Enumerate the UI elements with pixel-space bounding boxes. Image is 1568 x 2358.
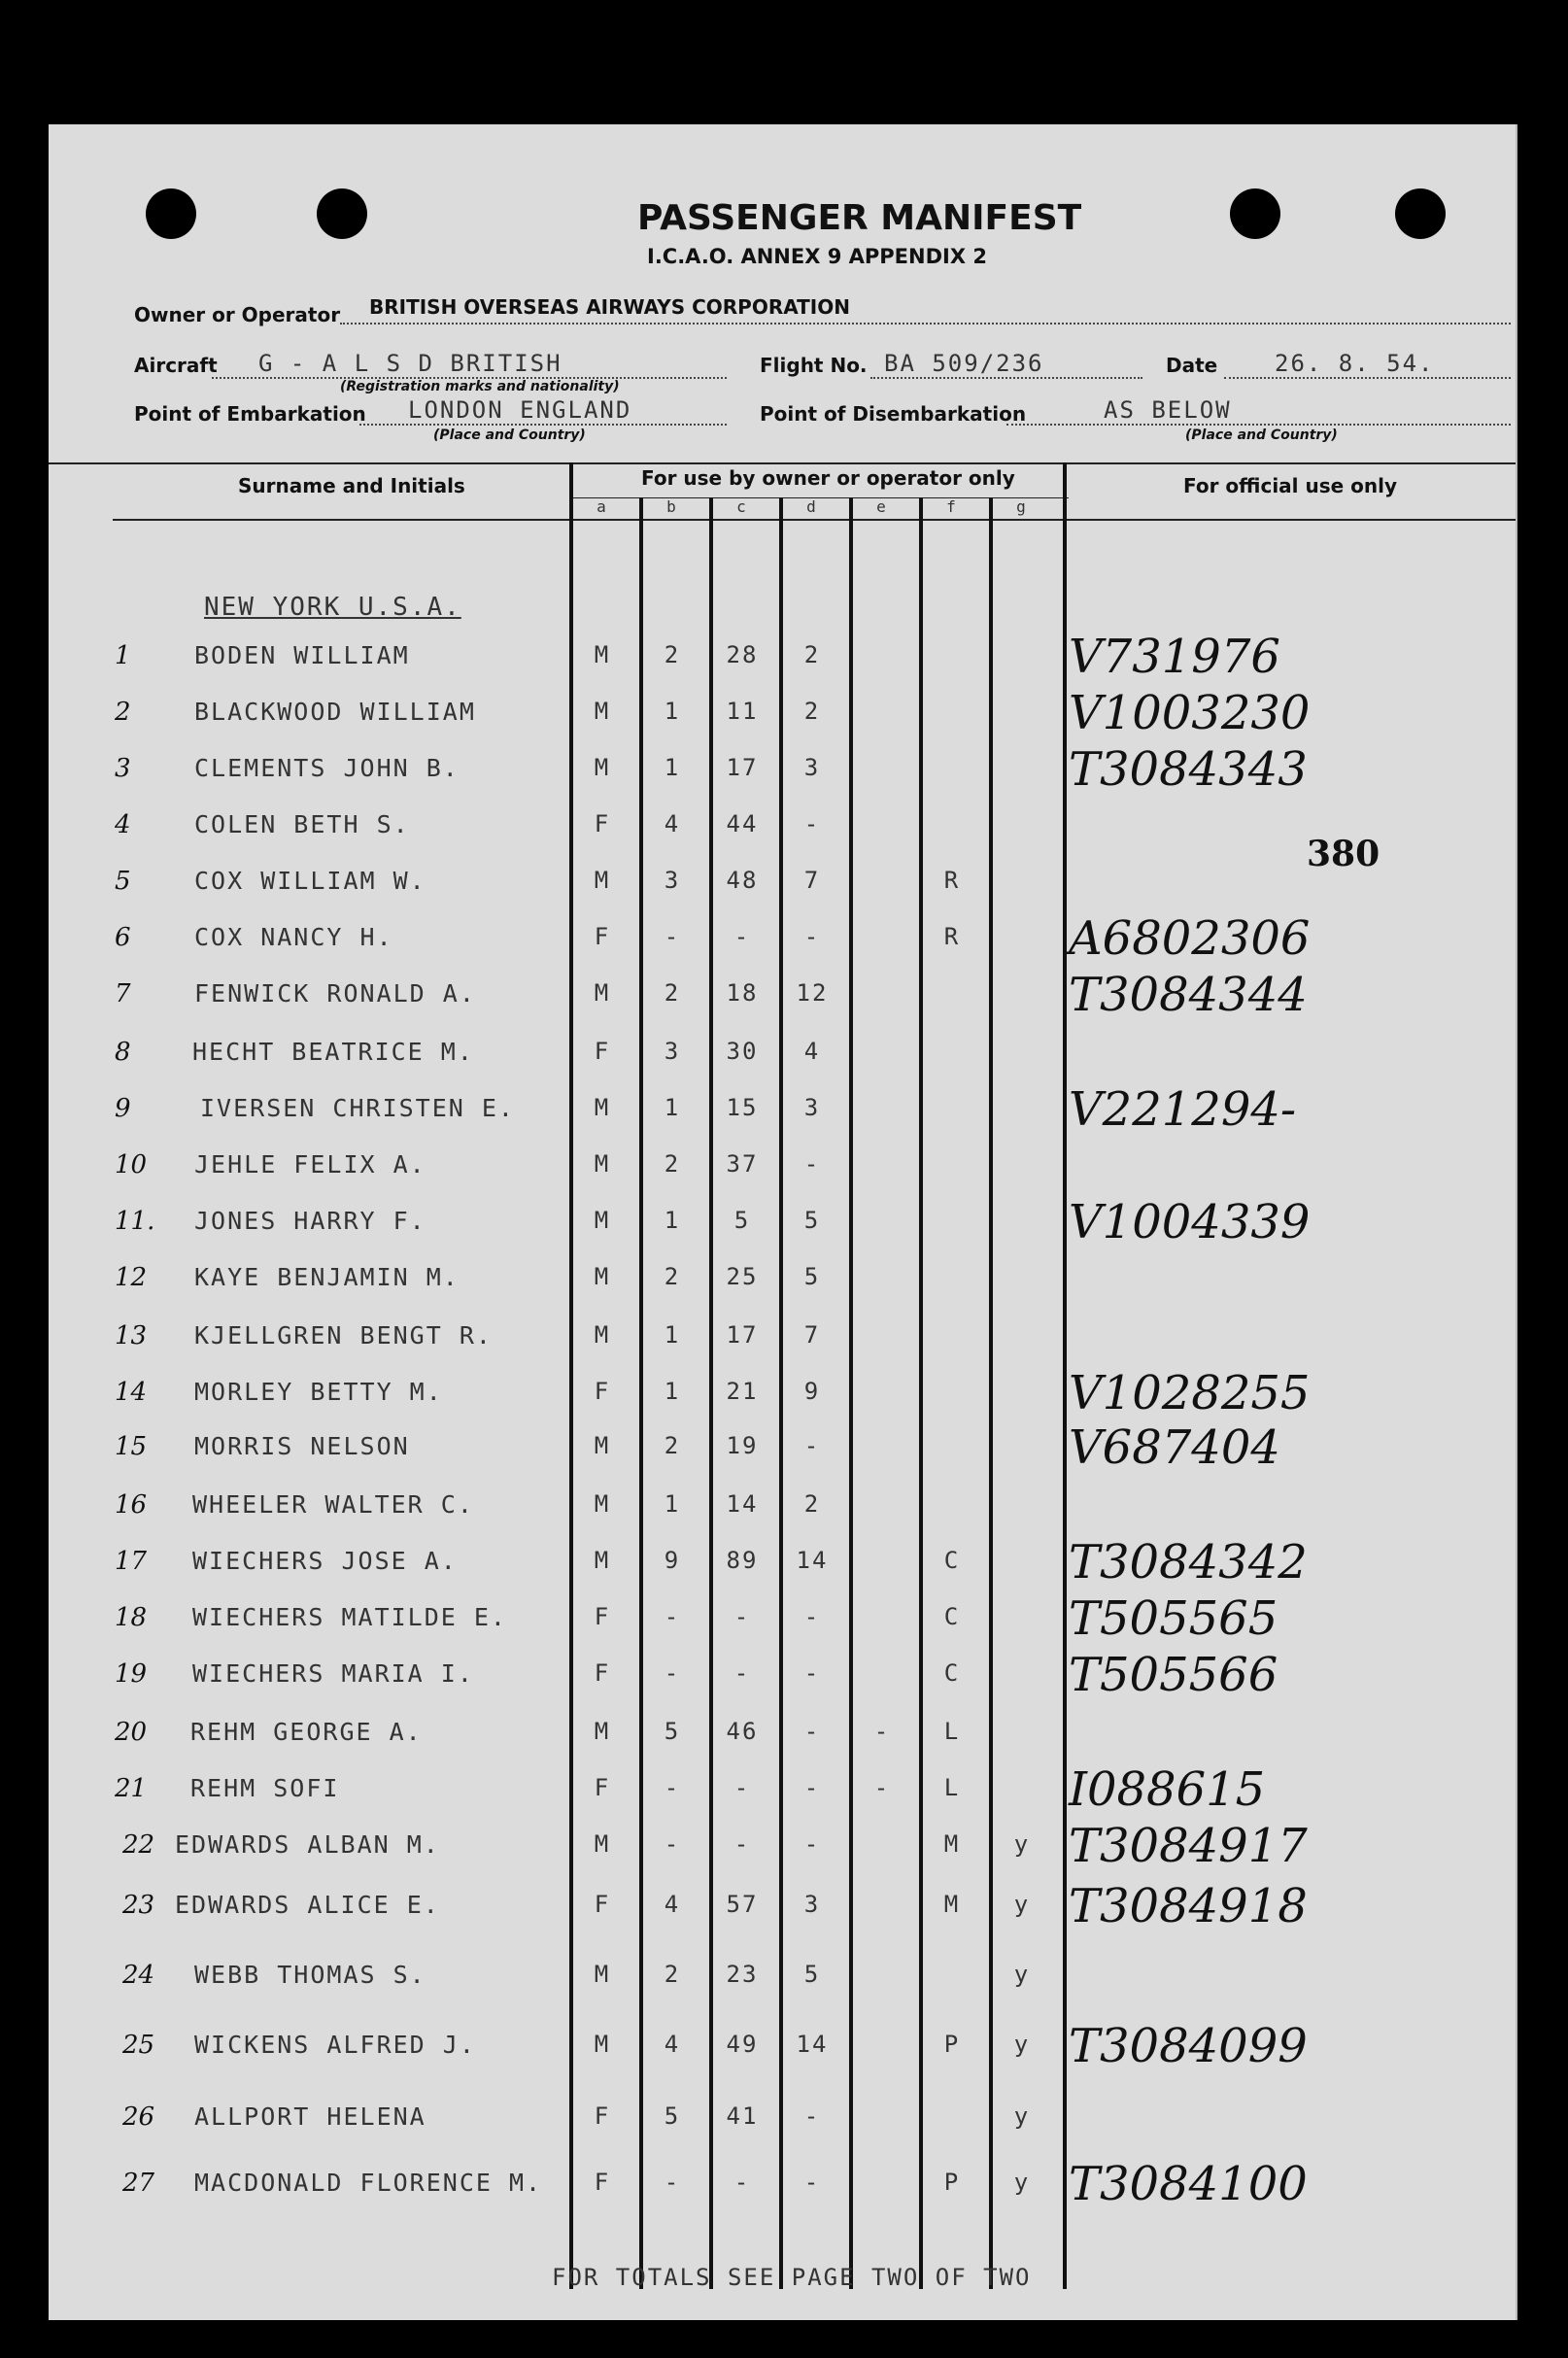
table-row <box>49 968 1516 1034</box>
cell-c: 18 <box>726 979 759 1007</box>
official-entry: T3084343 <box>1069 742 1308 797</box>
passenger-name: FENWICK RONALD A. <box>194 979 476 1008</box>
row-number: 11. <box>115 1207 155 1236</box>
cell-f: R <box>943 923 961 950</box>
cell-b: 5 <box>664 1718 681 1745</box>
manifest-sheet <box>49 124 1517 2320</box>
cell-c: 14 <box>726 1490 759 1518</box>
row-number: 26 <box>122 2102 155 2132</box>
cell-d: - <box>803 1603 821 1630</box>
cell-a: M <box>594 1321 611 1349</box>
cell-b: - <box>664 1830 681 1858</box>
cell-a: F <box>594 1774 611 1801</box>
official-entry: A6802306 <box>1069 911 1311 966</box>
aircraft-note: (Registration marks and nationality) <box>340 379 620 394</box>
cell-a: M <box>594 1263 611 1290</box>
cell-a: M <box>594 979 611 1007</box>
disembarkation-value: AS BELOW <box>1104 396 1232 424</box>
table-row <box>49 1366 1516 1432</box>
cell-e: - <box>873 1718 891 1745</box>
owner-label: Owner or Operator <box>134 303 341 326</box>
official-entry: V1028255 <box>1069 1366 1311 1420</box>
cell-b: 1 <box>664 754 681 781</box>
passenger-name: REHM GEORGE A. <box>190 1718 423 1746</box>
cell-a: M <box>594 641 611 668</box>
row-number: 15 <box>115 1432 148 1461</box>
table-row <box>49 742 1516 808</box>
row-number: 16 <box>115 1490 148 1520</box>
cell-a: F <box>594 2102 611 2130</box>
cell-d: - <box>803 810 821 837</box>
cell-a: M <box>594 1961 611 1988</box>
cell-d: 12 <box>796 979 829 1007</box>
cell-b: 5 <box>664 2102 681 2130</box>
row-number: 24 <box>122 1961 155 1990</box>
passenger-name: JEHLE FELIX A. <box>194 1150 426 1179</box>
column-letter: f <box>946 497 958 516</box>
cell-c: - <box>733 923 751 950</box>
cell-b: 3 <box>664 1038 681 1065</box>
passenger-name: COX WILLIAM W. <box>194 867 426 895</box>
official-entry: T3084100 <box>1069 2157 1308 2211</box>
passenger-name: KAYE BENJAMIN M. <box>194 1263 460 1291</box>
owner-value: BRITISH OVERSEAS AIRWAYS CORPORATION <box>369 295 850 319</box>
cell-a: M <box>594 1432 611 1459</box>
cell-a: F <box>594 2169 611 2196</box>
passenger-name: MACDONALD FLORENCE M. <box>194 2169 543 2197</box>
table-row <box>49 1195 1516 1261</box>
cell-a: M <box>594 1830 611 1858</box>
cell-d: 5 <box>803 1263 821 1290</box>
cell-c: - <box>733 1603 751 1630</box>
cell-a: M <box>594 1207 611 1234</box>
cell-f: R <box>943 867 961 894</box>
cell-d: 5 <box>803 1961 821 1988</box>
cell-f: C <box>943 1659 961 1687</box>
surname-header: Surname and Initials <box>238 474 465 497</box>
row-number: 1 <box>115 641 131 670</box>
table-row <box>49 1819 1516 1885</box>
column-letter: d <box>806 497 818 516</box>
cell-a: M <box>594 754 611 781</box>
cell-b: - <box>664 1774 681 1801</box>
cell-a: M <box>594 698 611 725</box>
column-letter: c <box>736 497 748 516</box>
table-row <box>49 2102 1516 2157</box>
cell-c: 15 <box>726 1094 759 1121</box>
cell-b: 2 <box>664 1432 681 1459</box>
cell-b: 2 <box>664 1263 681 1290</box>
cell-b: 4 <box>664 1891 681 1918</box>
cell-c: 28 <box>726 641 759 668</box>
cell-b: 2 <box>664 1961 681 1988</box>
cell-f: C <box>943 1603 961 1630</box>
cell-a: M <box>594 1490 611 1518</box>
punch-hole <box>317 188 367 239</box>
cell-c: 17 <box>726 1321 759 1349</box>
official-entry: V731976 <box>1069 630 1280 684</box>
cell-b: 1 <box>664 1094 681 1121</box>
cell-g: y <box>1013 1961 1031 1988</box>
cell-a: M <box>594 1094 611 1121</box>
cell-d: - <box>803 1830 821 1858</box>
passenger-name: KJELLGREN BENGT R. <box>194 1321 493 1350</box>
cell-a: F <box>594 1603 611 1630</box>
cell-d: 2 <box>803 698 821 725</box>
cell-c: - <box>733 2169 751 2196</box>
official-entry: T3084344 <box>1069 968 1308 1022</box>
table-row <box>49 810 1516 865</box>
cell-a: F <box>594 1891 611 1918</box>
passenger-name: WEBB THOMAS S. <box>194 1961 426 1989</box>
passenger-name: WICKENS ALFRED J. <box>194 2031 476 2059</box>
cell-c: 41 <box>726 2102 759 2130</box>
row-number: 21 <box>115 1774 148 1803</box>
date-dotted-line <box>1224 377 1511 379</box>
official-entry: V687404 <box>1069 1420 1280 1475</box>
passenger-name: JONES HARRY F. <box>194 1207 426 1235</box>
cell-c: 19 <box>726 1432 759 1459</box>
passenger-name: WIECHERS JOSE A. <box>192 1547 458 1575</box>
page-title: PASSENGER MANIFEST <box>637 198 1082 238</box>
row-number: 14 <box>115 1378 148 1407</box>
page-subtitle: I.C.A.O. ANNEX 9 APPENDIX 2 <box>647 245 987 268</box>
row-number: 6 <box>115 923 131 952</box>
embarkation-note: (Place and Country) <box>433 427 586 443</box>
disembarkation-note: (Place and Country) <box>1185 427 1338 443</box>
punch-hole <box>146 188 196 239</box>
passenger-name: EDWARDS ALICE E. <box>175 1891 440 1919</box>
disembarkation-label: Point of Disembarkation <box>760 402 1027 426</box>
cell-d: - <box>803 2169 821 2196</box>
punch-hole <box>1230 188 1280 239</box>
header-bottom-rule <box>113 519 1516 521</box>
cell-b: 1 <box>664 698 681 725</box>
cell-b: 9 <box>664 1547 681 1574</box>
cell-d: - <box>803 1150 821 1178</box>
official-entry: T3084099 <box>1069 2019 1308 2073</box>
row-number: 8 <box>115 1038 131 1067</box>
punch-hole <box>1395 188 1446 239</box>
row-number: 12 <box>115 1263 148 1292</box>
passenger-name: HECHT BEATRICE M. <box>192 1038 474 1066</box>
cell-d: - <box>803 1718 821 1745</box>
passenger-name: WHEELER WALTER C. <box>192 1490 474 1519</box>
aircraft-value: G - A L S D BRITISH <box>258 350 562 377</box>
cell-f: M <box>943 1830 961 1858</box>
cell-b: 1 <box>664 1490 681 1518</box>
cell-d: 7 <box>803 1321 821 1349</box>
row-number: 18 <box>115 1603 148 1632</box>
passenger-name: REHM SOFI <box>190 1774 340 1802</box>
cell-a: F <box>594 1659 611 1687</box>
table-row <box>49 1879 1516 1945</box>
cell-a: F <box>594 1038 611 1065</box>
cell-d: 5 <box>803 1207 821 1234</box>
cell-f: C <box>943 1547 961 1574</box>
aircraft-label: Aircraft <box>134 354 218 377</box>
table-row <box>49 1961 1516 2015</box>
cell-f: L <box>943 1718 961 1745</box>
embarkation-label: Point of Embarkation <box>134 402 366 426</box>
cell-c: 57 <box>726 1891 759 1918</box>
cell-d: 14 <box>796 2031 829 2058</box>
cell-d: 4 <box>803 1038 821 1065</box>
cell-b: 1 <box>664 1321 681 1349</box>
embarkation-dotted-line <box>359 424 727 426</box>
passenger-name: WIECHERS MATILDE E. <box>192 1603 507 1631</box>
cell-a: F <box>594 923 611 950</box>
embarkation-value: LONDON ENGLAND <box>408 396 632 424</box>
official-entry: V1004339 <box>1069 1195 1311 1249</box>
cell-b: 2 <box>664 1150 681 1178</box>
cell-c: 37 <box>726 1150 759 1178</box>
cell-g: y <box>1013 2102 1031 2130</box>
table-row <box>49 1082 1516 1148</box>
cell-b: - <box>664 1603 681 1630</box>
cell-d: - <box>803 923 821 950</box>
table-row <box>49 1535 1516 1601</box>
cell-a: F <box>594 810 611 837</box>
date-value: 26. 8. 54. <box>1275 350 1435 377</box>
column-letter: b <box>666 497 678 516</box>
cell-a: M <box>594 867 611 894</box>
cell-b: 3 <box>664 867 681 894</box>
table-row <box>49 1420 1516 1487</box>
cell-d: 7 <box>803 867 821 894</box>
cell-d: 3 <box>803 1094 821 1121</box>
footer-note: FOR TOTALS SEE PAGE TWO OF TWO <box>552 2264 1032 2291</box>
passenger-name: EDWARDS ALBAN M. <box>175 1830 440 1859</box>
disembarkation-dotted-line <box>1006 424 1511 426</box>
owner-use-header: For use by owner or operator only <box>641 466 1015 490</box>
passenger-name: CLEMENTS JOHN B. <box>194 754 460 782</box>
row-number: 3 <box>115 754 131 783</box>
cell-f: M <box>943 1891 961 1918</box>
table-row <box>49 1718 1516 1772</box>
cell-c: 49 <box>726 2031 759 2058</box>
cell-a: M <box>594 2031 611 2058</box>
date-label: Date <box>1166 354 1218 377</box>
table-row <box>49 1591 1516 1657</box>
passenger-name: COLEN BETH S. <box>194 810 410 838</box>
passenger-name: WIECHERS MARIA I. <box>192 1659 474 1688</box>
cell-c: 17 <box>726 754 759 781</box>
cell-d: 2 <box>803 1490 821 1518</box>
cell-c: 11 <box>726 698 759 725</box>
cell-d: 9 <box>803 1378 821 1405</box>
row-number: 20 <box>115 1718 148 1747</box>
cell-d: 3 <box>803 754 821 781</box>
row-number: 13 <box>115 1321 148 1350</box>
cell-d: - <box>803 2102 821 2130</box>
cell-c: 5 <box>733 1207 751 1234</box>
cell-b: - <box>664 923 681 950</box>
cell-d: 2 <box>803 641 821 668</box>
official-entry: T505565 <box>1069 1591 1278 1646</box>
cell-g: y <box>1013 1891 1031 1918</box>
cell-b: 2 <box>664 979 681 1007</box>
official-entry: T3084918 <box>1069 1879 1308 1933</box>
passenger-name: MORLEY BETTY M. <box>194 1378 443 1406</box>
cell-e: - <box>873 1774 891 1801</box>
cell-c: 44 <box>726 810 759 837</box>
cell-b: 4 <box>664 2031 681 2058</box>
official-entry: V221294- <box>1069 1082 1297 1137</box>
cell-d: - <box>803 1774 821 1801</box>
owner-dotted-line <box>340 323 1511 325</box>
row-number: 5 <box>115 867 131 896</box>
cell-b: 2 <box>664 641 681 668</box>
cell-c: - <box>733 1774 751 1801</box>
row-number: 2 <box>115 698 131 727</box>
flight-dotted-line <box>870 377 1142 379</box>
cell-c: 25 <box>726 1263 759 1290</box>
column-letter: a <box>597 497 608 516</box>
row-number: 17 <box>115 1547 148 1576</box>
cell-d: - <box>803 1432 821 1459</box>
row-number: 22 <box>122 1830 155 1860</box>
cell-g: y <box>1013 1830 1031 1858</box>
row-number: 27 <box>122 2169 155 2198</box>
official-use-header: For official use only <box>1183 474 1398 497</box>
cell-c: 23 <box>726 1961 759 1988</box>
official-entry: V1003230 <box>1069 686 1311 740</box>
passenger-name: IVERSEN CHRISTEN E. <box>200 1094 515 1122</box>
cell-b: - <box>664 2169 681 2196</box>
row-number: 10 <box>115 1150 148 1179</box>
flight-value: BA 509/236 <box>884 350 1044 377</box>
row-number: 7 <box>115 979 131 1008</box>
cell-f: P <box>943 2031 961 2058</box>
stamp-number: 380 <box>1307 834 1381 874</box>
cell-b: 1 <box>664 1378 681 1405</box>
column-letter: g <box>1016 497 1028 516</box>
cell-c: - <box>733 1830 751 1858</box>
row-number: 9 <box>115 1094 131 1123</box>
cell-b: - <box>664 1659 681 1687</box>
cell-d: 3 <box>803 1891 821 1918</box>
cell-c: 46 <box>726 1718 759 1745</box>
row-number: 23 <box>122 1891 155 1920</box>
passenger-name: BODEN WILLIAM <box>194 641 410 669</box>
official-entry: T3084342 <box>1069 1535 1308 1589</box>
cell-c: 89 <box>726 1547 759 1574</box>
official-entry: T3084917 <box>1069 1819 1308 1873</box>
table-row <box>49 1263 1516 1317</box>
table-row <box>49 1648 1516 1714</box>
flight-label: Flight No. <box>760 354 868 377</box>
passenger-name: ALLPORT HELENA <box>194 2102 426 2131</box>
header-top-rule <box>49 462 1516 464</box>
cell-c: 48 <box>726 867 759 894</box>
cell-g: y <box>1013 2031 1031 2058</box>
cell-a: M <box>594 1150 611 1178</box>
cell-g: y <box>1013 2169 1031 2196</box>
cell-f: P <box>943 2169 961 2196</box>
row-number: 19 <box>115 1659 148 1689</box>
cell-c: 30 <box>726 1038 759 1065</box>
row-number: 25 <box>122 2031 155 2060</box>
cell-b: 4 <box>664 810 681 837</box>
passenger-name: BLACKWOOD WILLIAM <box>194 698 476 726</box>
column-letter: e <box>876 497 888 516</box>
cell-a: M <box>594 1547 611 1574</box>
cell-c: 21 <box>726 1378 759 1405</box>
cell-d: - <box>803 1659 821 1687</box>
table-row <box>49 2019 1516 2085</box>
cell-d: 14 <box>796 1547 829 1574</box>
cell-b: 1 <box>664 1207 681 1234</box>
passenger-name: COX NANCY H. <box>194 923 393 951</box>
cell-f: L <box>943 1774 961 1801</box>
cell-c: - <box>733 1659 751 1687</box>
table-row <box>49 2157 1516 2223</box>
cell-a: F <box>594 1378 611 1405</box>
passenger-name: MORRIS NELSON <box>194 1432 410 1460</box>
official-entry: T505566 <box>1069 1648 1278 1702</box>
official-entry: I088615 <box>1069 1762 1266 1817</box>
cell-a: M <box>594 1718 611 1745</box>
row-number: 4 <box>115 810 131 839</box>
destination-heading: NEW YORK U.S.A. <box>204 593 461 622</box>
